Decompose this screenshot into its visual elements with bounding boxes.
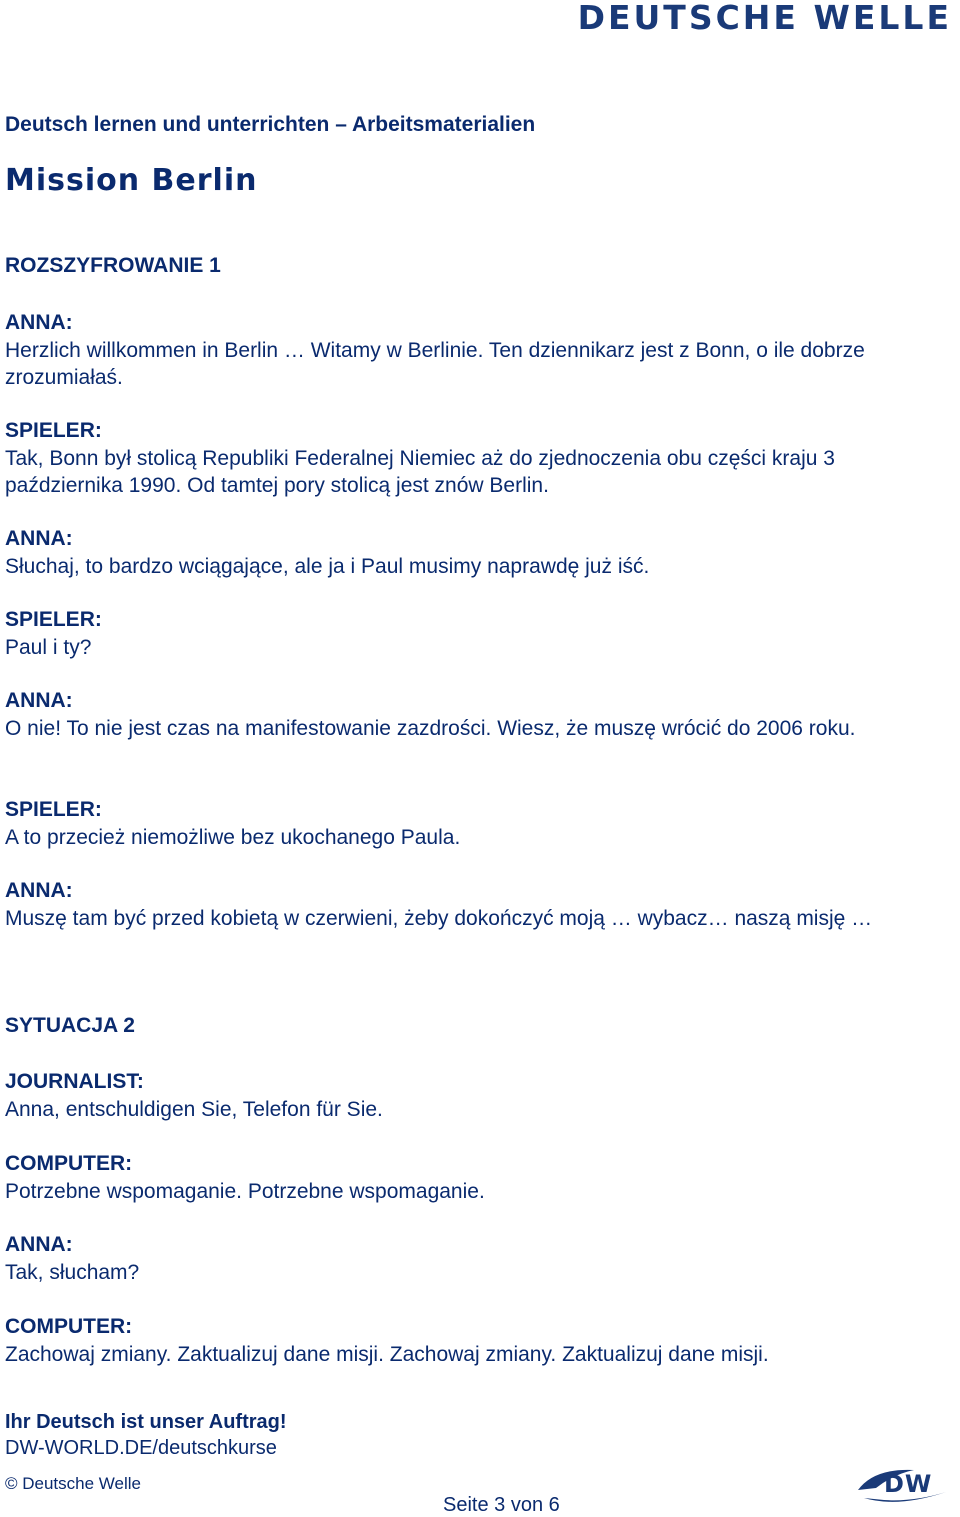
dialogue-entry: [5, 525, 950, 580]
dialogue-entry: [5, 687, 950, 742]
document-title: Mission Berlin: [5, 163, 258, 198]
speaker-label: SPIELER:: [5, 798, 102, 821]
dialogue-entry: [5, 1231, 950, 1286]
section-heading-1: ROZSZYFROWANIE 1: [5, 254, 221, 277]
speaker-label: SPIELER:: [5, 419, 102, 442]
dialogue-entry: [5, 1313, 950, 1368]
dialogue-text: Zachowaj zmiany. Zaktualizuj dane misji. Zachowaj zmiany. Zaktualizuj dane misji.: [5, 1343, 769, 1366]
dialogue-text: Paul i ty?: [5, 636, 92, 659]
dialogue-text: A to przecież niemożliwe bez ukochanego Paula.: [5, 826, 461, 849]
footer-slogan: Ihr Deutsch ist unser Auftrag!: [5, 1411, 287, 1433]
speaker-label: SPIELER:: [5, 608, 102, 631]
dialogue-entry: [5, 417, 950, 499]
dialogue-text: Tak, Bonn był stolicą Republiki Federalnej Niemiec aż do zjednoczenia obu części kraju 3 października 1990. Od tamtej pory stolicą jest znów Berlin.: [5, 447, 835, 497]
brand-wordmark: DEUTSCHE WELLE: [577, 0, 952, 37]
copyright-notice: © Deutsche Welle: [5, 1474, 141, 1493]
dialogue-text: Muszę tam być przed kobietą w czerwieni, żeby dokończyć moją … wybacz… naszą misję …: [5, 907, 873, 930]
dialogue-text: Anna, entschuldigen Sie, Telefon für Sie.: [5, 1098, 383, 1121]
speaker-label: ANNA:: [5, 311, 73, 334]
dw-logo-icon: [854, 1462, 952, 1508]
svg-text:DW: DW: [884, 1470, 933, 1498]
speaker-label: ANNA:: [5, 1233, 73, 1256]
dialogue-entry: [5, 796, 950, 851]
speaker-label: COMPUTER:: [5, 1152, 133, 1175]
dialogue-text: Słuchaj, to bardzo wciągające, ale ja i Paul musimy naprawdę już iść.: [5, 555, 650, 578]
dialogue-text: Potrzebne wspomaganie. Potrzebne wspomaganie.: [5, 1180, 485, 1203]
footer-url: DW-WORLD.DE/deutschkurse: [5, 1437, 277, 1459]
document-subtitle: Deutsch lernen und unterrichten – Arbeitsmaterialien: [5, 113, 536, 136]
dialogue-entry: [5, 1068, 950, 1123]
dialogue-text: Herzlich willkommen in Berlin … Witamy w Berlinie. Ten dziennikarz jest z Bonn, o ile dobrze zrozumiałaś.: [5, 339, 865, 389]
dialogue-text: Tak, słucham?: [5, 1261, 140, 1284]
speaker-label: ANNA:: [5, 879, 73, 902]
section-heading-2: SYTUACJA 2: [5, 1014, 135, 1037]
dialogue-entry: [5, 877, 950, 932]
dialogue-entry: [5, 309, 950, 391]
speaker-label: ANNA:: [5, 527, 73, 550]
speaker-label: COMPUTER:: [5, 1315, 133, 1338]
dialogue-text: O nie! To nie jest czas na manifestowanie zazdrości. Wiesz, że muszę wrócić do 2006 roku.: [5, 717, 856, 740]
speaker-label: JOURNALIST:: [5, 1070, 144, 1093]
dialogue-entry: [5, 1150, 950, 1205]
dialogue-entry: [5, 606, 950, 661]
page-number: Seite 3 von 6: [443, 1494, 560, 1516]
speaker-label: ANNA:: [5, 689, 73, 712]
